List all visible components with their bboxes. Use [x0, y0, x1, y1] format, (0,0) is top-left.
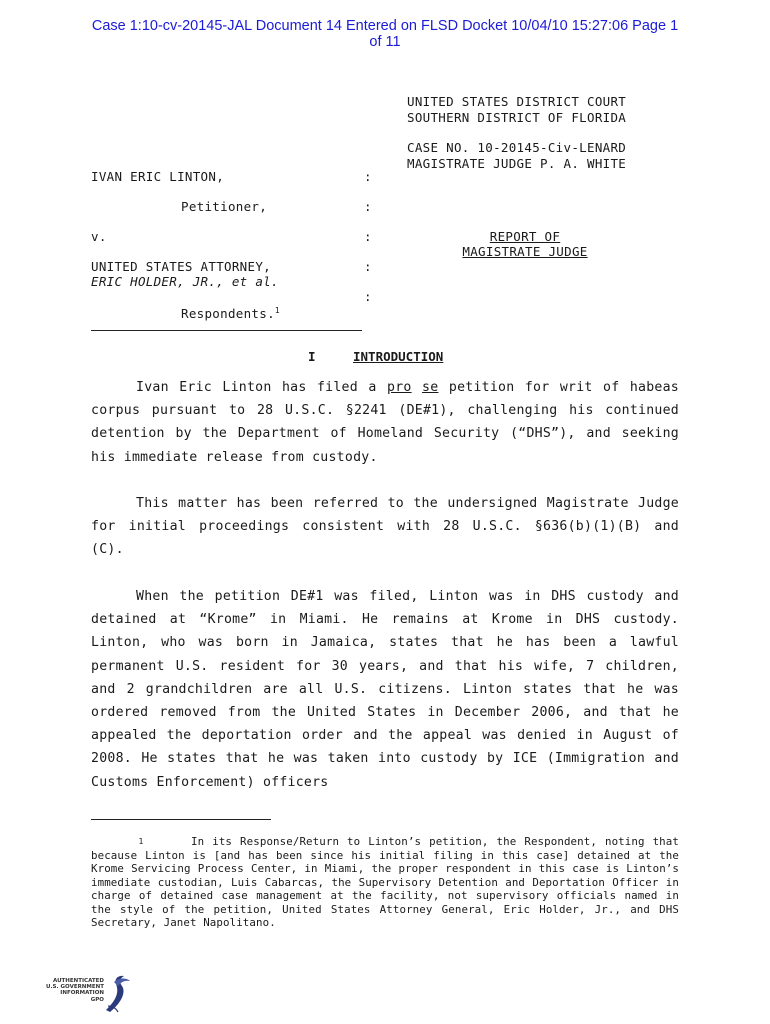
gpo-line2: U.S. GOVERNMENT [46, 984, 104, 991]
paragraph-3 [91, 585, 679, 794]
caption-colon: : [364, 259, 372, 274]
caption-colon: : [364, 229, 372, 244]
footnote-mark: 1 [138, 837, 144, 846]
respondent-name-line1: UNITED STATES ATTORNEY, [91, 259, 271, 274]
pro-text: pro [387, 380, 412, 395]
docket-stamp-line1: Case 1:10-cv-20145-JAL Document 14 Entered on FLSD Docket 10/04/10 15:27:06 Page 1 [91, 18, 679, 34]
gpo-eagle-icon [100, 972, 132, 1014]
paragraph-3-text: When the petition DE#1 was filed, Linton was in DHS custody and detained at “Krome” in Miami. He remains at Krome in DHS custody. Linton, who was born in Jamaica, states that he has been a lawful permanent U.S. resident for 30 years, and that his wife, 7 children, and 2 grandchildren are all U.S. citizens. Linton states that he was ordered removed from the United States in December 2006, and that he appealed the deportation order and the appeal was denied in August of 2008. He states that he was taken into custody by ICE (Immigration and Customs Enforcement) officers [91, 589, 679, 790]
court-block [407, 94, 626, 171]
docket-stamp-line2: of 11 [369, 34, 401, 50]
footnote-rule [91, 819, 271, 820]
paragraph-2-text: This matter has been referred to the undersigned Magistrate Judge for initial proceedings consistent with 28 U.S.C. §636(b)(1)(B) and (C). [91, 496, 679, 558]
caption-colon: : [364, 199, 372, 214]
section-title: INTRODUCTION [353, 349, 444, 364]
paragraph-1-start: Ivan Eric Linton has filed a [136, 380, 388, 395]
caption-colon: : [364, 289, 372, 304]
petitioner-label: Petitioner, [181, 199, 268, 214]
se-text: se [422, 380, 439, 395]
footnote [91, 835, 679, 930]
caption-colon: : [364, 169, 372, 184]
respondent-label-text: Respondents. [181, 306, 275, 322]
section-number: I [308, 349, 316, 364]
case-number: CASE NO. 10-20145-Civ-LENARD [407, 140, 627, 155]
gpo-line3: INFORMATION [60, 990, 104, 997]
gpo-authentication-badge [40, 970, 135, 1015]
court-name-line1: UNITED STATES DISTRICT COURT [407, 94, 627, 109]
gpo-line1: AUTHENTICATED [52, 978, 104, 984]
footnote-text: In its Response/Return to Linton’s petition, the Respondent, noting that because Linton is [and has been since his initial filing in this case] detained at the Krome Servicing Process Center, in Miami, the proper respondent in this case is Linton’s immediate custodian, Luis Cabarcas, the Supervisory Detention and Deportation Officer in charge of detained case management at the facility, not supervisory officials named in the style of the petition, United States Attorney General, Eric Holder, Jr., and DHS Secretary, Janet Napolitano. [91, 835, 679, 929]
caption-rule [91, 330, 362, 331]
gpo-badge-text [40, 978, 104, 1003]
paragraph-1 [91, 376, 679, 469]
gpo-line4: GPO [90, 996, 104, 1003]
respondent-label [181, 303, 280, 322]
magistrate-judge: MAGISTRATE JUDGE P. A. WHITE [407, 155, 627, 171]
petitioner-name: IVAN ERIC LINTON, [91, 169, 225, 184]
report-title-line1: REPORT OF [489, 229, 561, 244]
docket-stamp [40, 18, 730, 50]
versus: v. [91, 229, 107, 244]
respondent-name-line2: ERIC HOLDER, JR., et al. [91, 274, 279, 289]
court-name-line2: SOUTHERN DISTRICT OF FLORIDA [407, 109, 627, 125]
paragraph-2 [91, 492, 679, 562]
paragraph-1-rest: petition for writ of habeas corpus pursuant to 28 U.S.C. §2241 (DE#1), challenging his continued detention by the Department of Homeland Security (“DHS”), and seeking his immediate release from custody. [91, 380, 680, 465]
report-title-line2: MAGISTRATE JUDGE [462, 244, 588, 259]
footnote-ref: 1 [274, 306, 281, 315]
